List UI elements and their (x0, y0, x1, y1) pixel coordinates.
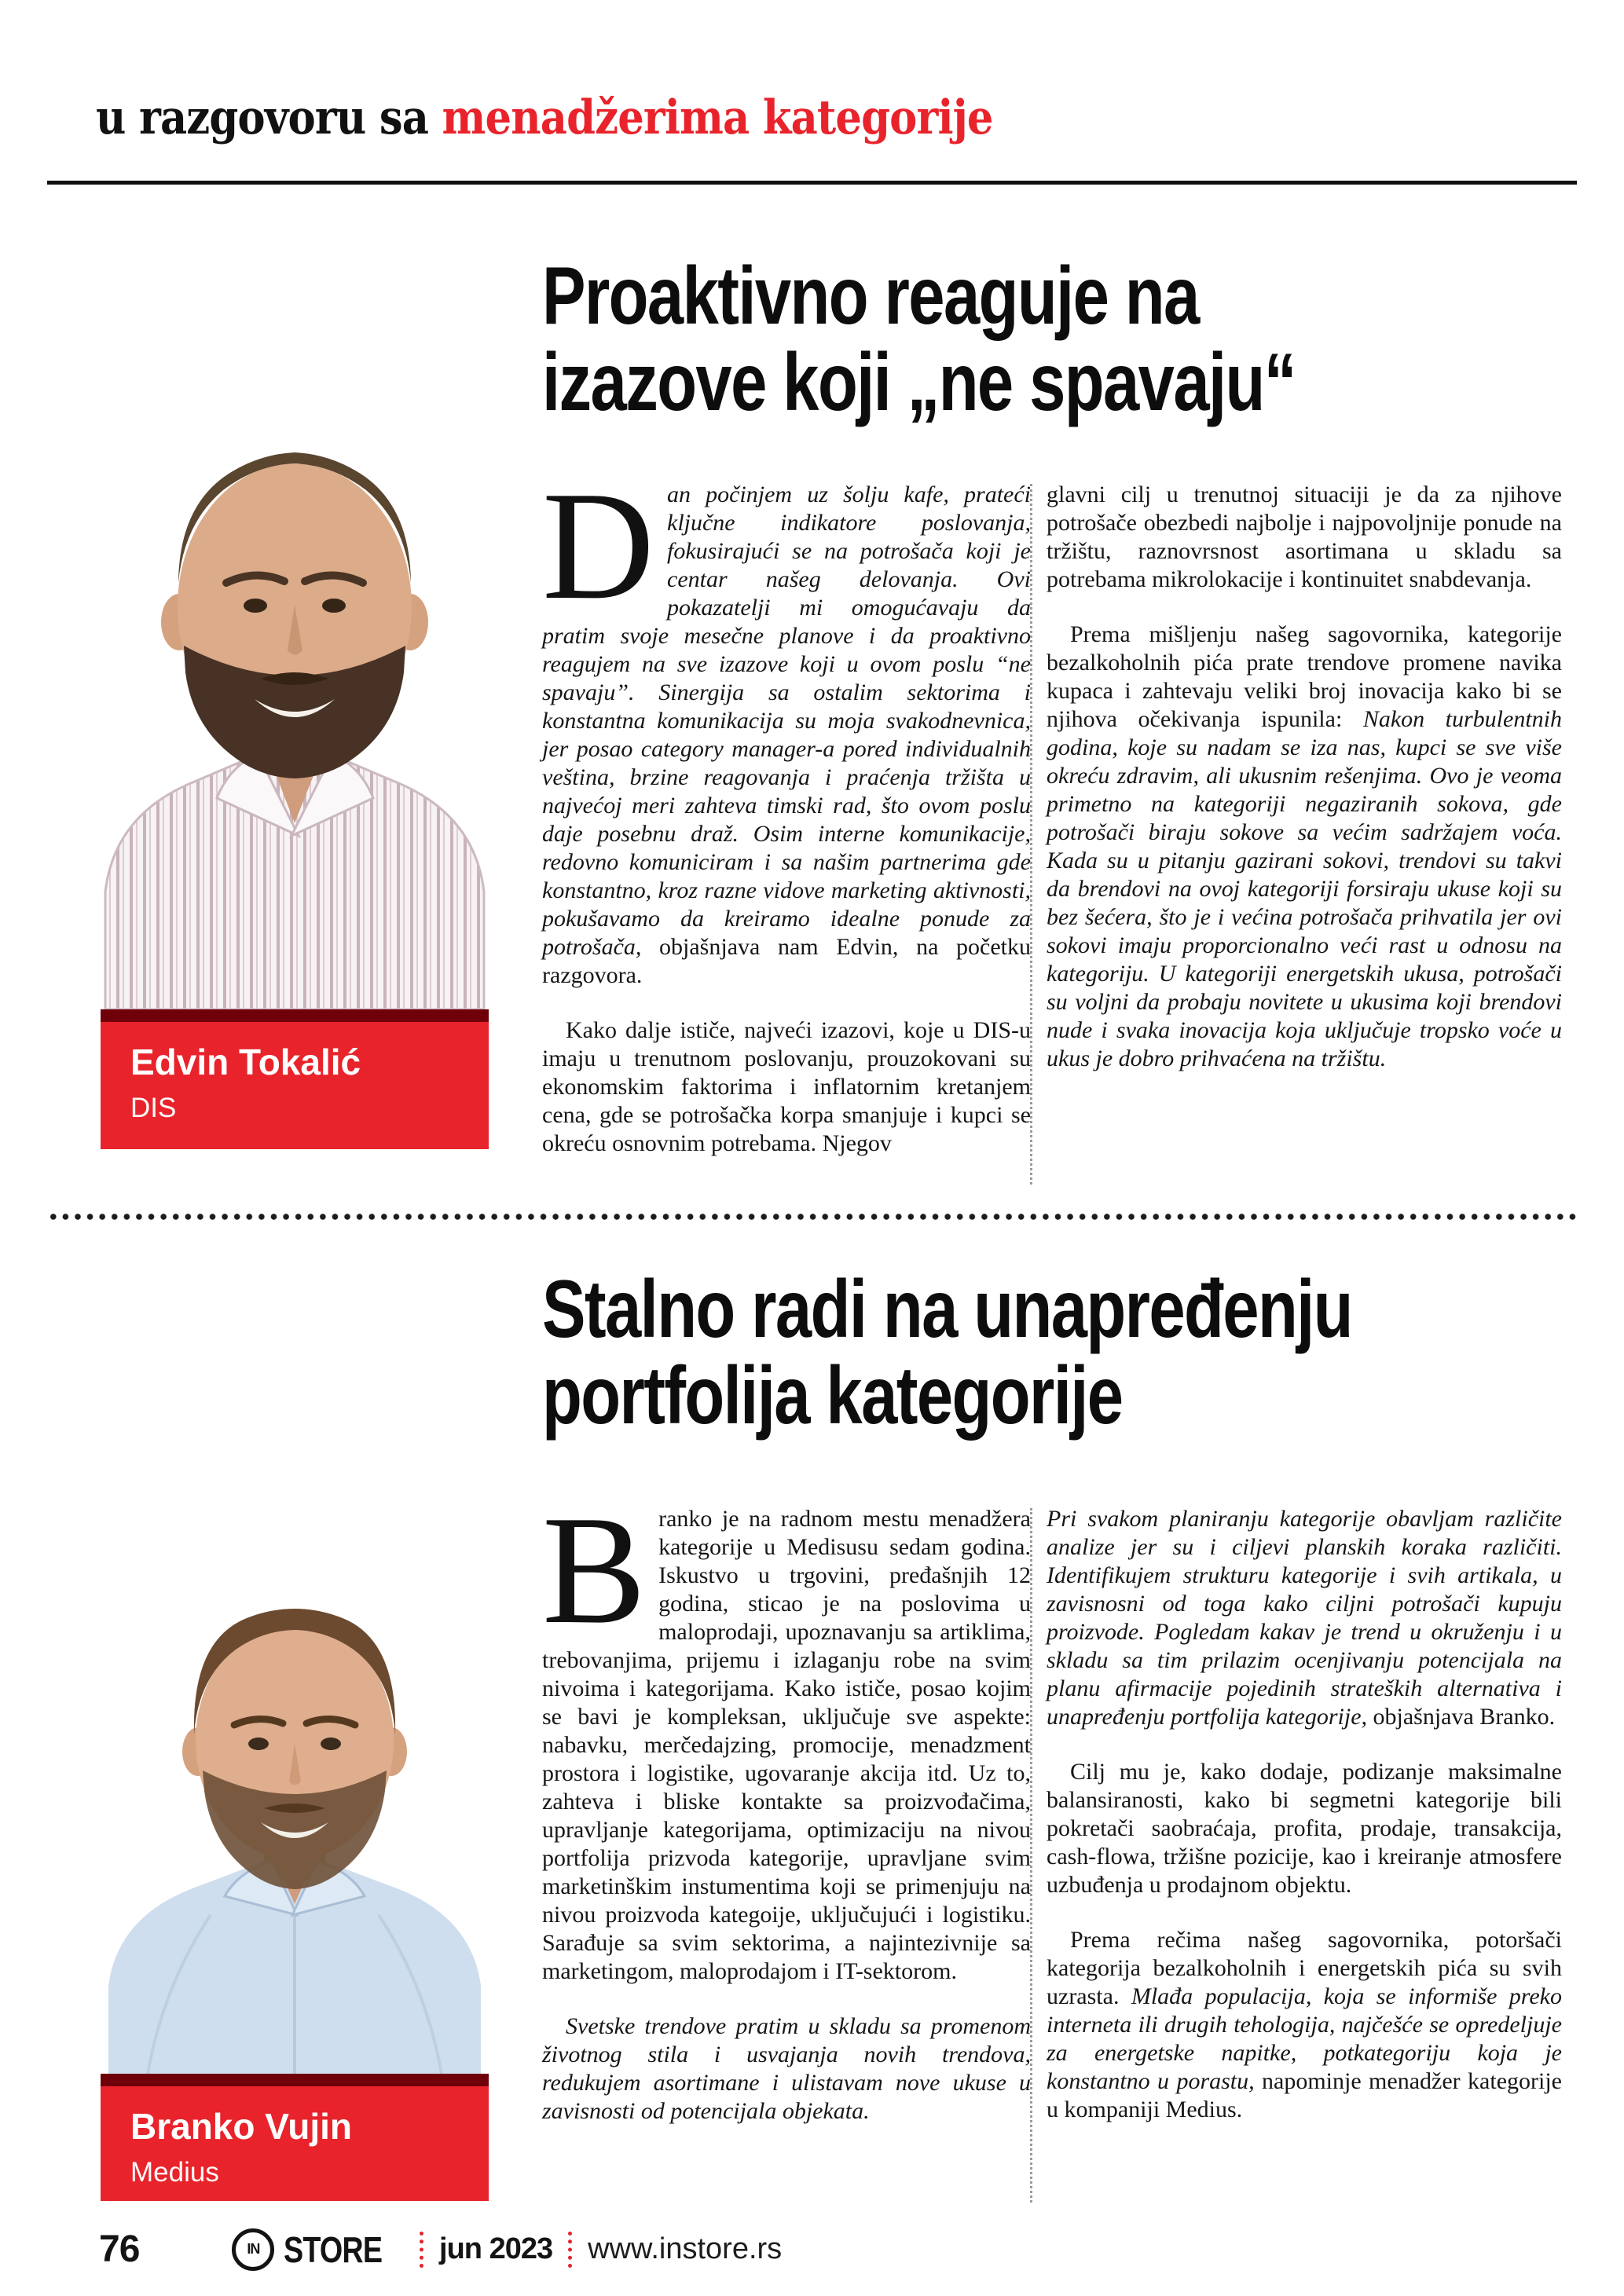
footer-dotted-separator (420, 2232, 423, 2268)
person-company: Medius (130, 2157, 219, 2188)
article2-column2 (1047, 1505, 1562, 2124)
article1-column2 (1047, 481, 1562, 1073)
issue-date: jun 2023 (439, 2232, 553, 2265)
instore-logo-icon: IN (232, 2228, 274, 2271)
section-kicker (96, 90, 993, 145)
paragraph: Pri svakom planiranju kategorije obavljam različite analize jer su i ciljevi planskih koraka različiti. Identifikujem strukturu kategorije i svih artikala, u zavisnosni od toga kako ciljni potrošači kupuju proizvode. Pogledam kakav je trend u okruženju i u skladu sa tim prilazim ocenjivanju potencijala na planu afirmacije pojedinih strateških alternativa i unapređenju portfolija kategorije, objašnjava Branko. (1047, 1506, 1562, 1730)
page-footer (99, 2228, 782, 2271)
article1-title (542, 251, 1296, 429)
caption-top-stripe (101, 1009, 489, 1022)
person-name: Edvin Tokalić (130, 1042, 361, 1082)
paragraph: Cilj mu je, kako dodaje, podizanje maksimalne balansiranosti, kako bi segmetni kategorije bili pokretači saobraćaja, profita, prodaje, transakcija, cash-flowa, tržišne pozicije, kao i kreiranje atmosfere uzbuđenja u prodajnom objektu. (1047, 1759, 1562, 1898)
article1-column1 (542, 460, 1031, 1158)
caption-branko (101, 2086, 489, 2201)
page-number: 76 (99, 2228, 140, 2270)
header-rule (47, 181, 1577, 185)
paragraph: Prema mišljenju našeg sagovornika, kategorije bezalkoholnih pića prate trendove promene navika kupaca i zahtevaju veliki broj inovacija kako bi se njihova očekivanja ispunila: Nakon turbulentnih godina, koje su nadam se iza nas, kupci se sve više okreću zdravim, ali ukusnim rešenjima. Ovo je veoma primetno na kategoriji negaziranih sokova, gde potrošači biraju sokove sa većim sadržajem voća. Kada su u pitanju gazirani sokovi, trendovi su takvi da brendovi na ovoj kategoriji forsiraju ukuse koji su bez šećera, što je i većina potrošača prihvatila jer ovi sokovi imaju proporcionalno veći rast u odnosu na kategoriju. U kategoriji energetskih ukusa, potrošači su voljni da probaju novitete u ukusima koji brendovi nude i svaka inovacija koja uključuje tropsko voće u ukus je dobro prihvaćena na tržištu. (1047, 621, 1563, 1071)
caption-edvin (101, 1022, 489, 1149)
article2-column1 (542, 1484, 1031, 2126)
portrait-edvin-illustration (101, 369, 489, 1009)
website-url: www.instore.rs (588, 2232, 783, 2265)
drop-cap: B (542, 1484, 647, 1656)
portrait-photo-edvin (101, 369, 489, 1009)
column-gutter-rule (1030, 1508, 1032, 2203)
portrait-branko-illustration (101, 1546, 489, 2074)
article2-title-line1: Stalno radi na unapređenju (542, 1264, 1352, 1355)
instore-logo (232, 2228, 404, 2271)
paragraph: glavni cilj u trenutnoj situaciji je da za njihove potrošače obezbedi najbolje i najpovoljnije ponude na tržištu, raznovrsnost asortimana u skladu sa potrebama mikrolokacije i kontinuitet snabdevanja. (1047, 482, 1562, 592)
article2-title (542, 1264, 1352, 1442)
article-dotted-divider (47, 1213, 1577, 1221)
paragraph: Kako dalje ističe, najveći izazovi, koje u DIS-u imaju u trenutnom poslovanju, prouzokovani su ekonomskim faktorima i inflatornim kretanjem cena, gde se potrošačka korpa smanjuje i kupci se okreću osnovnim potrebama. Njegov (542, 1017, 1031, 1156)
kicker-prefix: u razgovoru sa (96, 90, 442, 145)
article2-title-line2: portfolija kategorije (542, 1350, 1123, 1442)
article1-title-line1: Proaktivno reaguje na (542, 251, 1199, 342)
paragraph: Svetske trendove pratim u skladu sa promenom životnog stila i usvajanja novih trendova, redukujem asortimane i ulistavam nove ukuse u zavisnosti od potencijala objekata. (542, 2013, 1031, 2124)
article1-title-line2: izazove koji „ne spavaju“ (542, 337, 1296, 429)
person-name: Branko Vujin (130, 2106, 352, 2147)
instore-logo-text: STORE (284, 2228, 383, 2270)
column-gutter-rule (1030, 484, 1032, 1185)
caption-top-stripe (101, 2074, 489, 2086)
paragraph: Dan počinjem uz šolju kafe, prateći ključne indikatore poslovanja, fokusirajući se na potrošača koji je centar našeg delovanja. Ovi pokazatelji mi omogućavaju da pratim svoje mesečne planove i da proaktivno reagujem na sve izazove koji u ovom poslu “ne spavaju”. Sinergija sa ostalim sektorima i konstantna komunikacija su moja svakodnevnica, jer posao category manager-a pored individualnih veština, brzine reagovanja i praćenja tržišta u najvećoj meri zahteva timski rad, što ovom poslu daje posebnu draž. Osim interne komunikacije, redovno komuniciram i sa našim partnerima gde konstantno, kroz razne vidove marketing aktivnosti, pokušavamo da kreiramo idealne ponude za potrošača, objašnjava nam Edvin, na početku razgovora. (542, 460, 1031, 988)
kicker-highlight: menadžerima kategorije (442, 90, 993, 145)
portrait-photo-branko (101, 1546, 489, 2074)
paragraph: Prema rečima našeg sagovornika, potoršači kategorija bezalkoholnih i energetskih pića su svih uzrasta. Mlađa populacija, koja se informiše preko interneta ili drugih tehologija, najčešće se opredeljuje za energetske napitke, potkategoriju koja je konstantno u porastu, napominje menadžer kategorije u kompaniji Medius. (1047, 1927, 1562, 2122)
paragraph: Branko je na radnom mestu menadžera kategorije u Medisusu sedam godina. Iskustvo u trgovini, pređašnjih 12 godina, sticao je na poslovima u maloprodaji, upoznavanju sa artiklima, trebovanjima, prijemu i izlaganju robe na svim nivoima i kategorijama. Kako ističe, posao kojim se bavi je kompleksan, uključuje sve aspekte: nabavku, merčedajzing, promocije, menadzment prostora i logistike, ugovaranje akcija itd. Uz to, zahteva i bliske kontakte sa proizvođačima, upravljanje kategorijama, optimizaciju na nivou portfolija prizvoda kategorije, upravljane svim marketinškim instumentima koji se primenjuju na nivou proizvoda kategoije, uključujući i logistiku. Sarađuje sa svim sektorima, a najintezivnije sa marketingom, maloprodajom i IT-sektorom. (542, 1484, 1031, 1984)
drop-cap: D (542, 460, 654, 632)
person-company: DIS (130, 1093, 177, 1123)
footer-dotted-separator (568, 2232, 572, 2268)
